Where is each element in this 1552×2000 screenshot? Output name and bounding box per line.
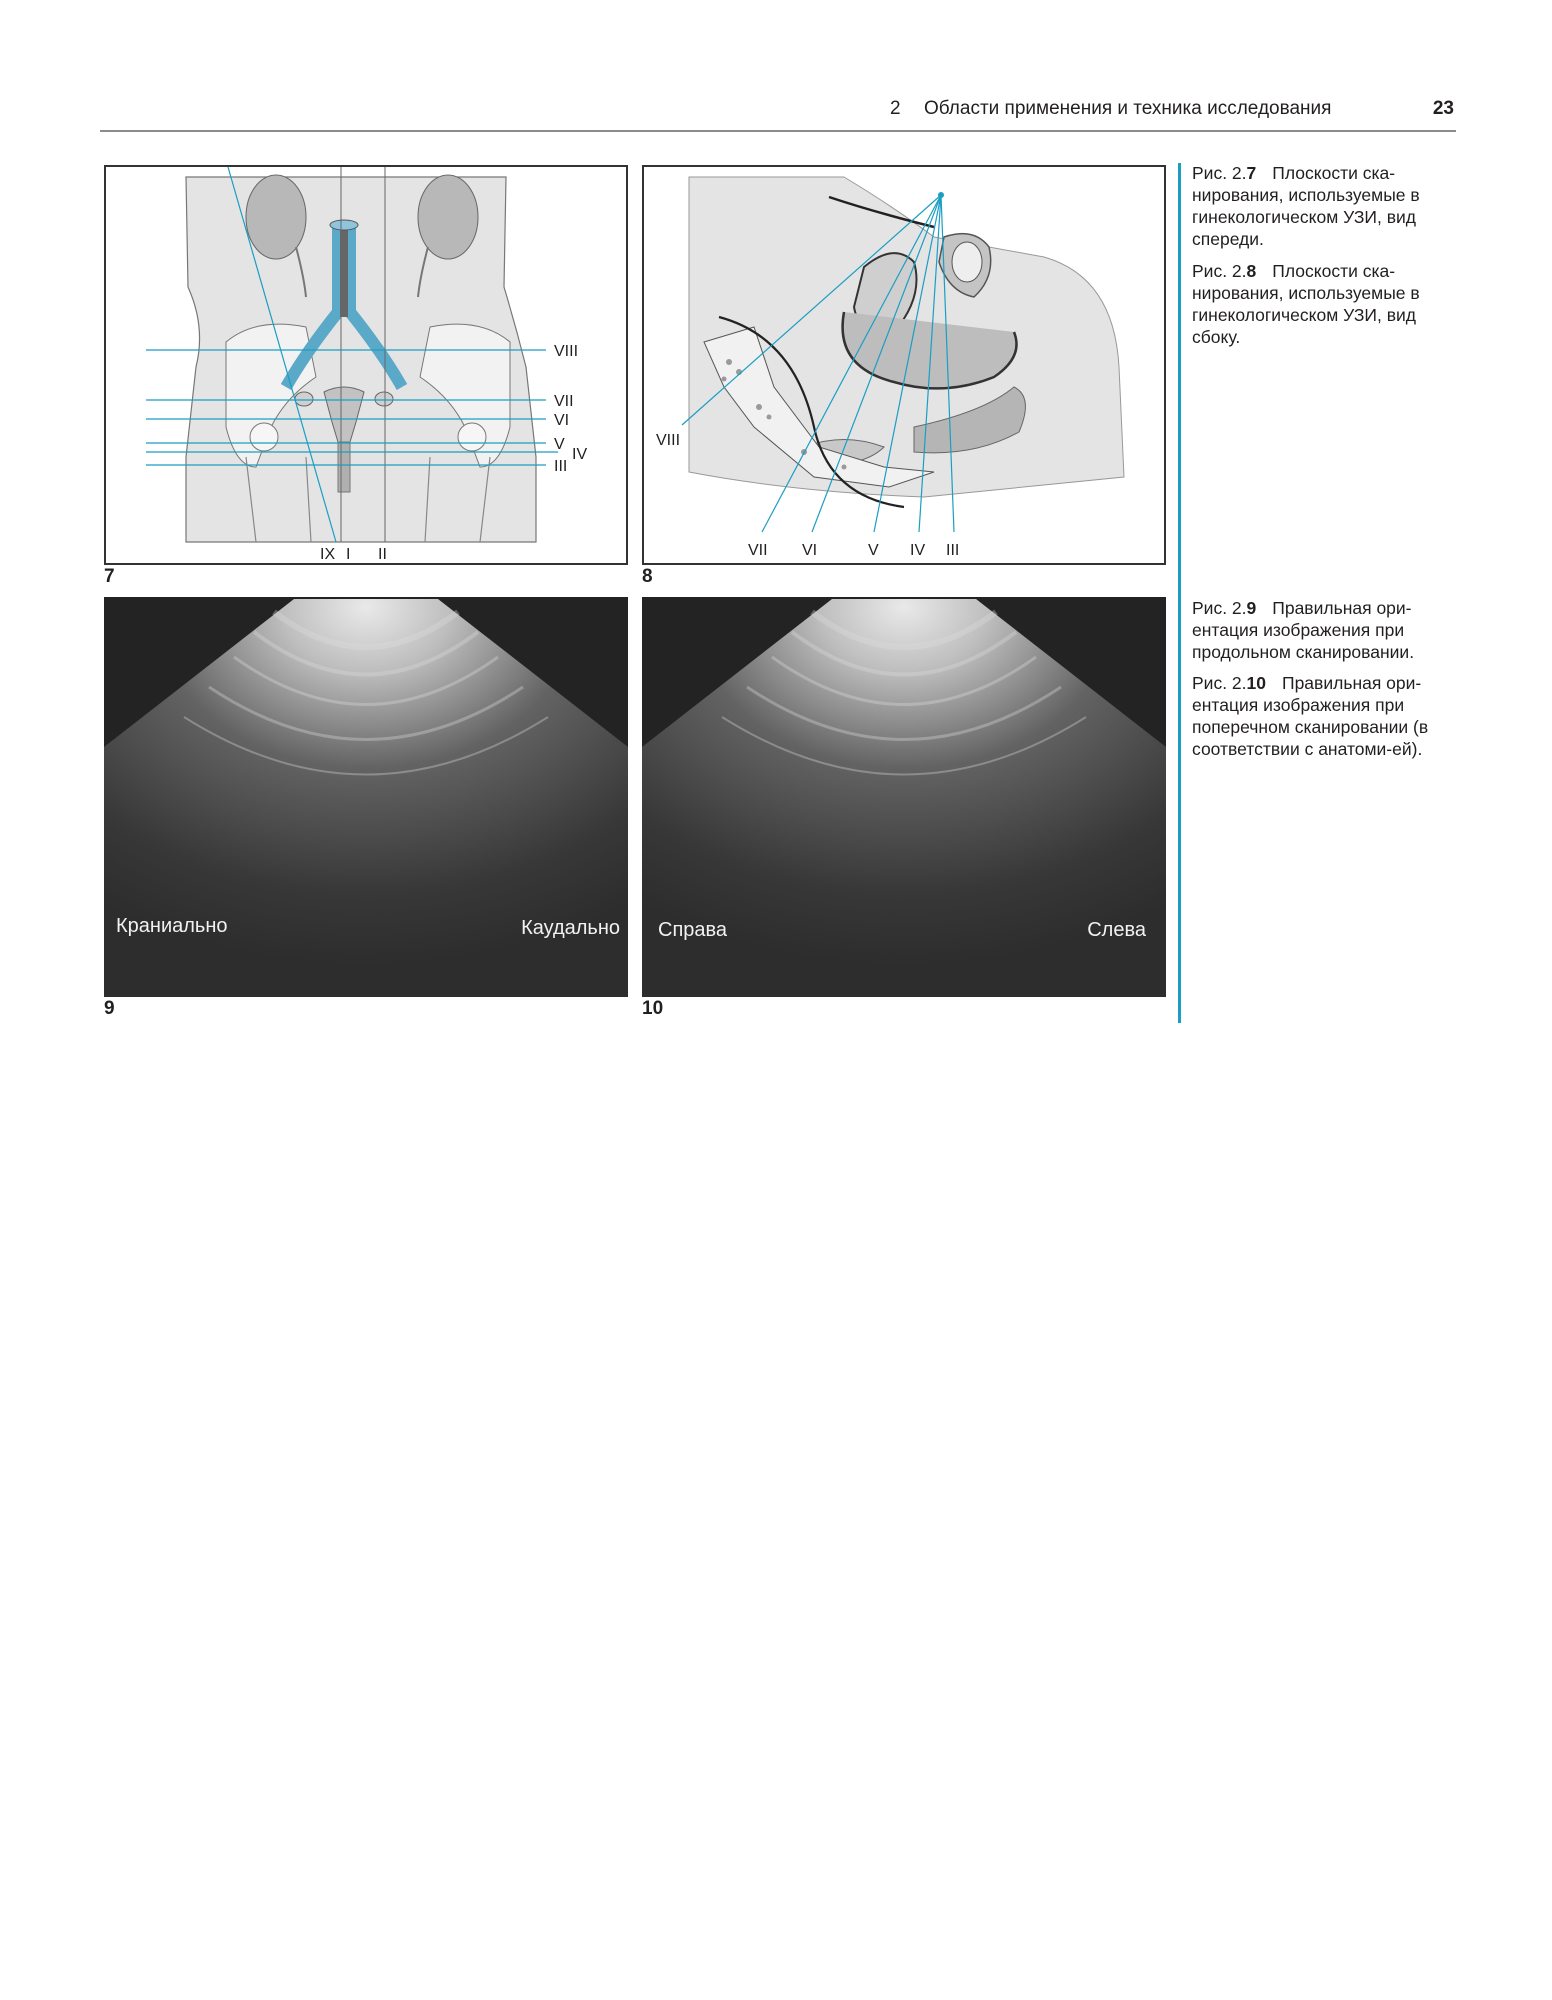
plane-label-v: V (868, 542, 879, 559)
caption-number: 10 (1246, 673, 1266, 693)
figure-number-8: 8 (642, 566, 653, 587)
caption-figure-9 (1192, 597, 1462, 663)
caption-accent-bar (1178, 163, 1181, 1023)
caption-text-rest: ентация изображения при поперечном сканировании (в соответствии с анатоми-ей). (1192, 695, 1429, 759)
caption-prefix: Рис. 2. (1192, 163, 1247, 183)
chapter-number: 2 (890, 98, 901, 119)
plane-label-iii: III (946, 542, 960, 559)
caption-figure-8 (1192, 260, 1462, 348)
orientation-label-cranial: Краниально (116, 915, 228, 937)
sagittal-anatomy-illustration (644, 167, 1166, 565)
caption-text-rest: нирования, используемые в гинекологическом УЗИ, вид спереди. (1192, 185, 1420, 249)
plane-label-iii: III (554, 458, 568, 475)
plane-label-iv: IV (572, 446, 588, 463)
caption-text-first: Плоскости ска- (1272, 261, 1396, 281)
plane-label-ix: IX (320, 546, 336, 563)
plane-label-vii: VII (554, 393, 574, 410)
caption-figure-10 (1192, 672, 1462, 760)
plane-label-i: I (346, 546, 351, 563)
figure-9-ultrasound-longitudinal (104, 597, 628, 997)
caption-number: 8 (1246, 261, 1257, 281)
plane-label-iv: IV (910, 542, 926, 559)
frontal-anatomy-illustration (106, 167, 628, 565)
caption-text-rest: ентация изображения при продольном сканировании. (1192, 620, 1415, 662)
figure-number-7: 7 (104, 566, 115, 587)
caption-text-first: Правильная ори- (1282, 673, 1422, 693)
caption-prefix: Рис. 2. (1192, 673, 1247, 693)
caption-number: 7 (1246, 163, 1257, 183)
figure-10-ultrasound-transverse (642, 597, 1166, 997)
plane-label-viii: VIII (554, 343, 579, 360)
caption-text-first: Плоскости ска- (1272, 163, 1396, 183)
chapter-title: Области применения и техника исследования (924, 98, 1332, 119)
orientation-label-caudal: Каудально (521, 917, 620, 939)
caption-prefix: Рис. 2. (1192, 598, 1247, 618)
caption-number: 9 (1246, 598, 1257, 618)
plane-label-viii: VIII (656, 432, 681, 449)
figure-number-9: 9 (104, 998, 115, 1019)
caption-text-first: Правильная ори- (1272, 598, 1412, 618)
figure-number-10: 10 (642, 998, 664, 1019)
running-header (100, 96, 1456, 132)
figure-8-sagittal-scan-planes (642, 165, 1166, 565)
plane-label-vii: VII (748, 542, 768, 559)
figure-7-frontal-scan-planes (104, 165, 628, 565)
plane-label-v: V (554, 436, 565, 453)
plane-label-ii: II (378, 546, 387, 563)
caption-prefix: Рис. 2. (1192, 261, 1247, 281)
plane-label-vi: VI (554, 412, 570, 429)
page-number: 23 (1432, 98, 1454, 119)
caption-text-rest: нирования, используемые в гинекологическом УЗИ, вид сбоку. (1192, 283, 1420, 347)
orientation-label-left: Слева (1087, 919, 1146, 941)
plane-label-vi: VI (802, 542, 818, 559)
caption-figure-7 (1192, 162, 1462, 250)
orientation-label-right: Справа (658, 919, 728, 941)
